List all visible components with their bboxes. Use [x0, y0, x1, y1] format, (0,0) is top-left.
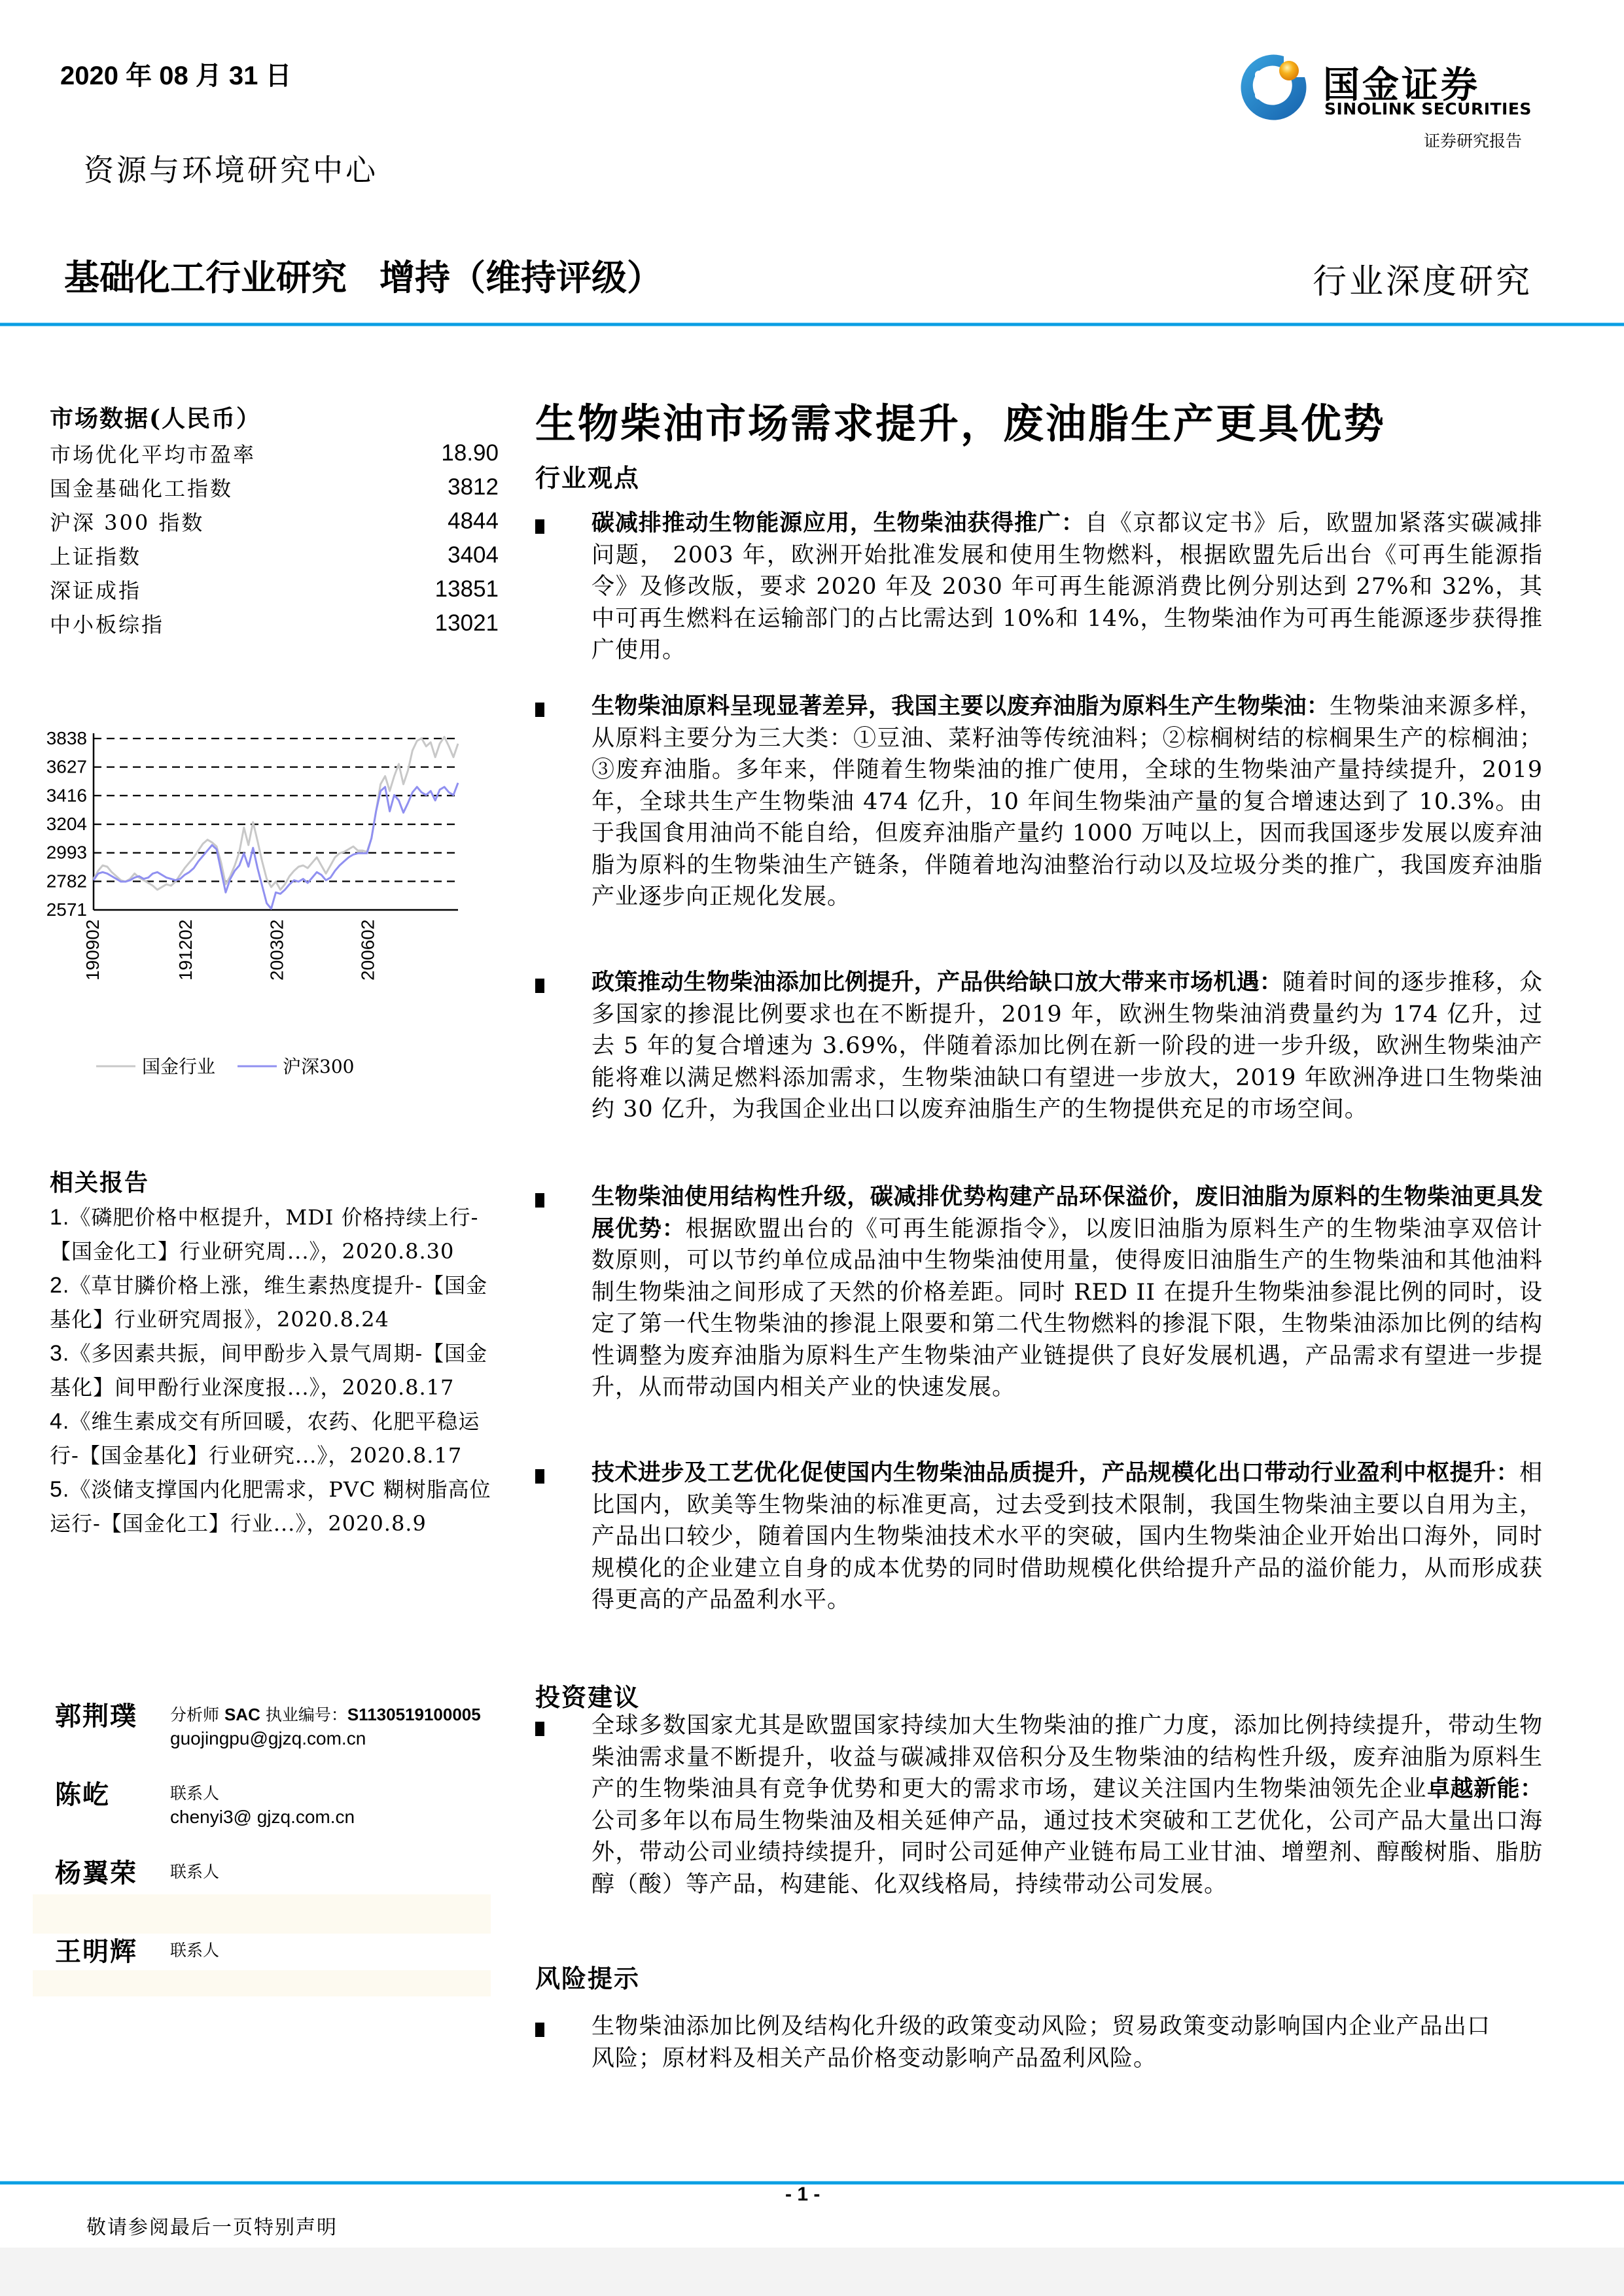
invest-text: 全球多数国家尤其是欧盟国家持续加大生物柴油的推广力度，添加比例持续提升，带动生物柴油需求量不断提升，收益与碳减排双倍积分及生物柴油的结构性升级，废弃油脂为原料生产的生物柴油具有竞争优势和更大的需求市场，建议关注国内生物柴油领先企业 [591, 1713, 1543, 1802]
market-data-title: 市场数据(人民币） [50, 405, 262, 432]
bullet-lead: 政策推动生物柴油添加比例提升，产品供给缺口放大带来市场机遇： [591, 969, 1282, 996]
market-data-panel [50, 400, 501, 640]
report-title: 《淡储支撑国内化肥需求，PVC 糊树脂高位运行-【国金化工】行业...》，2020.8.9 [50, 1477, 491, 1536]
author-name: 陈屹 [55, 1779, 110, 1810]
y-tick-label: 3416 [46, 785, 87, 806]
author-role: 联系人 [170, 1862, 220, 1881]
bullet-text [591, 967, 1543, 1126]
legend-label: 国金行业 [142, 1056, 216, 1077]
x-tick-label: 190902 [82, 919, 103, 981]
bullet-square-icon [535, 519, 544, 534]
bullet-text [591, 1457, 1543, 1616]
bullet-text [591, 1181, 1543, 1404]
bullet-body: 根据欧盟出台的《可再生能源指令》，以废旧油脂为原料生产的生物柴油享双倍计数原则，可以节约单位成品油中生物柴油使用量，使得废旧油脂生产的生物柴油和其他油料制生物柴油之间形成了天然的价格差距。同时 RED II 在提升生物柴油参混比例的同时，设定了第一代生物柴油的掺混上限要和第二代生物燃料的掺混下限，生物柴油添加比例的结构性调整为废弃油脂为原料生产生物柴油产业链提供了良好发展机遇，产品需求有望进一步提升，从而带动国内相关产业的快速发展。 [591, 1215, 1543, 1400]
index-comparison-chart [39, 720, 471, 1112]
report-title: 《维生素成交有所回暖，农药、化肥平稳运行-【国金基化】行业研究...》，2020.8.17 [50, 1409, 480, 1468]
related-reports-title: 相关报告 [50, 1169, 150, 1196]
x-tick-label: 191202 [175, 919, 196, 981]
bullet-item [535, 967, 1543, 1126]
market-data-row [50, 538, 501, 572]
logo-subtitle: 证券研究报告 [1424, 131, 1523, 150]
research-center: 资源与环境研究中心 [84, 152, 378, 188]
author-info-shade [33, 1970, 491, 1996]
bullet-square-icon [535, 703, 544, 717]
author-info-shade [33, 1894, 491, 1934]
report-number: 4. [50, 1409, 70, 1434]
bullet-text [591, 691, 1543, 913]
disclaimer-note: 敬请参阅最后一页特别声明 [86, 2216, 338, 2239]
bullet-item [535, 1181, 1543, 1404]
bullet-item [535, 508, 1543, 667]
market-data-row [50, 470, 501, 504]
author-name: 王明辉 [55, 1936, 137, 1967]
author-email[interactable]: guojingpu@gjzq.com.cn [170, 1728, 366, 1748]
bullet-body: 生物柴油来源多样，从原料主要分为三大类：①豆油、菜籽油等传统油料；②棕榈树结的棕榈果生产的棕榈油；③废弃油脂。多年来，伴随着生物柴油的推广使用，全球的生物柴油产量持续提升，2019 年，全球共生产生物柴油 474 亿升，10 年间生物柴油产量的复合增速达到了 10.3%。由于我国食用油尚不能自给，但废弃油脂产量约 1000 万吨以上，因而我国逐步发展以废弃油脂为原料的生物柴油生产链条，伴随着地沟油整治行动以及垃圾分类的推广，我国废弃油脂产业逐步向正规化发展。 [591, 693, 1543, 910]
invest-text-2: 公司多年以布局生物柴油及相关延伸产品，通过技术突破和工艺优化，公司产品大量出口海外，带动公司业绩持续提升，同时公司延伸产业链布局工业甘油、增塑剂、醇酸树脂、脂肪醇（酸）等产品，构建能、化双线格局，持续带动公司发展。 [591, 1807, 1543, 1898]
related-report-link[interactable] [50, 1200, 501, 1268]
bullet-item [535, 1710, 1543, 1900]
market-value: 3404 [448, 542, 499, 568]
x-tick-label: 200602 [357, 919, 378, 981]
bullet-square-icon [535, 979, 544, 993]
bullet-item [535, 1457, 1543, 1616]
company-logo [1237, 51, 1551, 156]
bullet-lead: 技术进步及工艺优化促使国内生物柴油品质提升，产品规模化出口带动行业盈利中枢提升： [591, 1460, 1519, 1486]
related-report-link[interactable] [50, 1268, 501, 1336]
report-number: 2. [50, 1273, 70, 1298]
sector-name: 基础化工行业研究 [64, 257, 347, 298]
header-divider [0, 323, 1624, 326]
y-tick-label: 2782 [46, 871, 87, 892]
author-name: 郭荆璞 [55, 1701, 137, 1731]
section-heading-view: 行业观点 [535, 463, 641, 493]
page-number: - 1 - [785, 2183, 821, 2205]
market-value: 18.90 [441, 440, 499, 466]
related-report-link[interactable] [50, 1336, 501, 1404]
author-role: 联系人 [170, 1784, 220, 1803]
market-data-row [50, 504, 501, 538]
role-suffix: 执业编号： [265, 1705, 347, 1724]
bullet-text [591, 508, 1543, 667]
bullet-body: 随着时间的逐步推移，众多国家的掺混比例要求也在不断提升，2019 年，欧洲生物柴油消费量约为 174 亿升，过去 5 年的复合增速为 3.69%，伴随着添加比例在新一阶段的进一步升级，欧洲生物柴油产能将难以满足燃料添加需求，生物柴油缺口有望进一步放大，2019 年欧洲净进口生物柴油约 30 亿升，为我国企业出口以废弃油脂生产的生物提供充足的市场空间。 [591, 969, 1543, 1122]
y-tick-label: 3838 [46, 728, 87, 748]
series-line-csi300 [94, 783, 458, 909]
author-role [170, 1702, 481, 1726]
report-number: 1. [50, 1205, 70, 1230]
report-title: 《草甘膦价格上涨，维生素热度提升-【国金基化】行业研究周报》，2020.8.24 [50, 1273, 488, 1332]
market-label: 国金基础化工指数 [50, 476, 234, 501]
role-prefix: 分析师 [170, 1705, 220, 1724]
y-tick-label: 3204 [46, 814, 87, 835]
market-value: 4844 [448, 508, 499, 534]
market-value: 13021 [434, 610, 499, 636]
bullet-item [535, 691, 1543, 913]
market-data-rows [50, 436, 501, 640]
market-label: 上证指数 [50, 544, 142, 569]
market-label: 沪深 300 指数 [50, 510, 205, 535]
bullet-square-icon [535, 1722, 544, 1736]
report-title: 《多因素共振，间甲酚步入景气周期-【国金基化】间甲酚行业深度报...》，2020.8.17 [50, 1341, 488, 1400]
section-heading-risk: 风险提示 [535, 1964, 641, 1993]
bullet-square-icon [535, 1469, 544, 1484]
report-number: 5. [50, 1477, 70, 1502]
x-tick-label: 200302 [266, 919, 287, 981]
invest-company: 卓越新能： [1427, 1776, 1543, 1802]
y-tick-label: 3627 [46, 756, 87, 777]
report-title: 生物柴油市场需求提升，废油脂生产更具优势 [535, 400, 1386, 447]
line-chart-svg [39, 720, 471, 1112]
related-report-link[interactable] [50, 1472, 501, 1540]
bullet-square-icon [535, 2023, 544, 2037]
report-type: 行业深度研究 [1312, 262, 1532, 302]
bullet-text [591, 1710, 1543, 1900]
market-label: 深证成指 [50, 578, 142, 603]
y-tick-label: 2993 [46, 842, 87, 863]
author-name: 杨翼荣 [55, 1858, 137, 1888]
bullet-text: 生物柴油添加比例及结构化升级的政策变动风险；贸易政策变动影响国内企业产品出口风险；原材料及相关产品价格变动影响产品盈利风险。 [591, 2013, 1491, 2072]
sector-heading [64, 250, 662, 300]
market-data-row [50, 572, 501, 606]
logo-english-name: SINOLINK SECURITIES [1324, 99, 1532, 118]
bullet-lead: 生物柴油原料呈现显著差异，我国主要以废弃油脂为原料生产生物柴油： [591, 693, 1330, 720]
market-label: 中小板综指 [50, 612, 165, 637]
y-tick-label: 2571 [46, 899, 87, 920]
report-date: 2020 年 08 月 31 日 [60, 61, 292, 90]
report-title: 《磷肥价格中枢提升，MDI 价格持续上行-【国金化工】行业研究周...》，2020.8.30 [50, 1205, 479, 1264]
market-data-row [50, 606, 501, 640]
market-data-row [50, 436, 501, 470]
legend-label: 沪深300 [283, 1056, 355, 1077]
license-number: S1130519100005 [347, 1705, 481, 1724]
logo-chinese-name: 国金证券 [1323, 64, 1480, 107]
report-number: 3. [50, 1341, 70, 1366]
section-heading-invest: 投资建议 [535, 1682, 641, 1712]
market-label: 市场优化平均市盈率 [50, 442, 256, 467]
bullet-square-icon [535, 1193, 544, 1208]
sinolink-logo-icon [1237, 51, 1309, 123]
market-value: 13851 [434, 576, 499, 602]
rating-label: 增持（维持评级） [380, 257, 662, 298]
related-reports [50, 1164, 501, 1540]
author-email[interactable]: chenyi3@ gjzq.com.cn [170, 1807, 355, 1827]
bullet-lead: 碳减排推动生物能源应用，生物柴油获得推广： [591, 510, 1085, 536]
related-report-link[interactable] [50, 1404, 501, 1472]
bullet-item [535, 2011, 1543, 2074]
author-role: 联系人 [170, 1941, 220, 1960]
page-bottom-margin [0, 2248, 1624, 2296]
bullet-body: 相比国内，欧美等生物柴油的标准更高，过去受到技术限制，我国生物柴油主要以自用为主，产品出口较少，随着国内生物柴油技术水平的突破，国内生物柴油企业开始出口海外，同时规模化的企业建立自身的成本优势的同时借助规模化供给提升产品的溢价能力，从而形成获得更高的产品盈利水平。 [591, 1460, 1543, 1613]
market-value: 3812 [448, 474, 499, 500]
role-sac: SAC [224, 1705, 260, 1724]
bullet-lead: 生物柴油使用结构性升级，碳减排优势构建产品环保溢价，废旧油脂为原料的生物柴油更具发展优势： [591, 1184, 1543, 1242]
bullet-body: 自《京都议定书》后，欧盟加紧落实碳减排问题， 2003 年，欧洲开始批准发展和使用生物燃料，根据欧盟先后出台《可再生能源指令》及修改版，要求 2020 年及 2030 年可再生能源消费比例分别达到 27%和 32%，其中可再生燃料在运输部门的占比需达到 10%和 14%，生物柴油作为可再生能源逐步获得推广使用。 [591, 510, 1543, 663]
